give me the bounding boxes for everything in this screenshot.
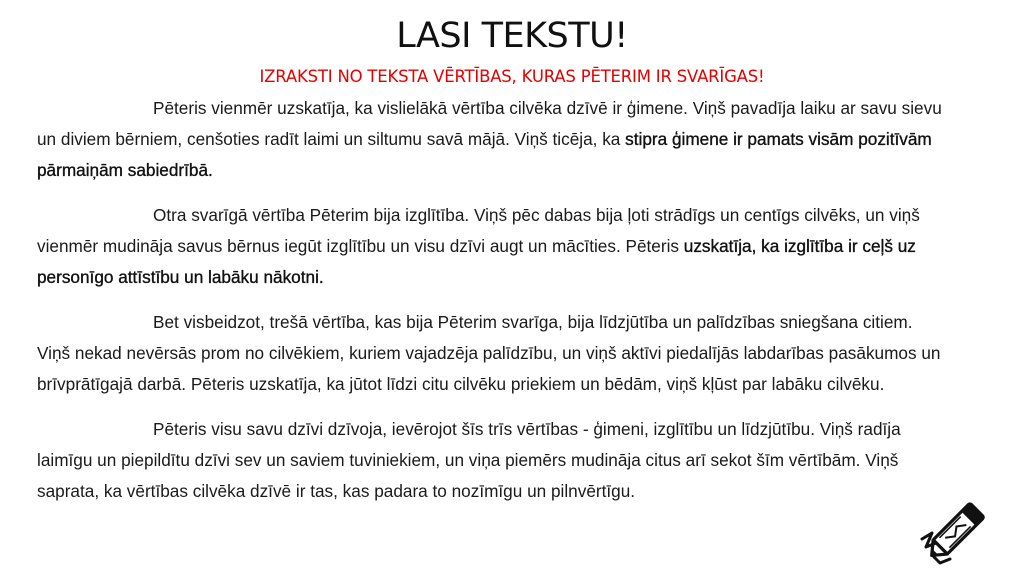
- paragraph-emphasis: stipra ģimene ir pamats visām pozitīvām pārmaiņām sabiedrībā.: [37, 129, 932, 180]
- paragraph-emphasis: uzskatīja, ka izglītība ir ceļš uz personīgo attīstību un labāku nākotni.: [37, 236, 916, 287]
- paragraph-text: Pēteris vienmēr uzskatīja, ka vislielākā vērtība cilvēka dzīvē ir ģimene. Viņš pavadīja laiku ar savu sievu un diviem bērniem, cenšoties radīt laimi un siltumu savā mājā. Viņš ticēja, ka: [37, 98, 942, 149]
- pencil-icon: [920, 485, 1000, 570]
- paragraph-conclusion: [37, 414, 942, 507]
- paragraph-text: Pēteris visu savu dzīvi dzīvoja, ievērojot šīs trīs vērtības - ģimeni, izglītību un līdzjūtību. Viņš radīja laimīgu un piepildītu dzīvi sev un saviem tuviniekiem, un viņa piemērs mudināja citus arī sekot šīm vērtībām. Viņš saprata, ka vērtības cilvēka dzīvē ir tas, kas padara to nozīmīgu un pilnvērtīgu.: [37, 419, 901, 501]
- paragraph-compassion: [37, 307, 942, 400]
- paragraph-family: [37, 93, 942, 186]
- text-body: [37, 93, 942, 507]
- page-title: LASI TEKSTU!: [396, 16, 628, 56]
- paragraph-education: [37, 200, 942, 293]
- paragraph-text: Bet visbeidzot, trešā vērtība, kas bija Pēterim svarīga, bija līdzjūtība un palīdzības sniegšana citiem. Viņš nekad nevērsās prom no cilvēkiem, kuriem vajadzēja palīdzību, un viņš aktīvi piedalījās labdarības pasākumos un brīvprātīgajā darbā. Pēteris uzskatīja, ka jūtot līdzi citu cilvēku priekiem un bēdām, viņš kļūst par labāku cilvēku.: [37, 312, 941, 394]
- page-subtitle: IZRAKSTI NO TEKSTA VĒRTĪBAS, KURAS PĒTERIM IR SVARĪGAS!: [259, 67, 765, 86]
- paragraph-text: Otra svarīgā vērtība Pēterim bija izglītība. Viņš pēc dabas bija ļoti strādīgs un centīgs cilvēks, un viņš vienmēr mudināja savus bērnus iegūt izglītību un visu dzīvi augt un mācīties. Pēteris: [37, 205, 920, 256]
